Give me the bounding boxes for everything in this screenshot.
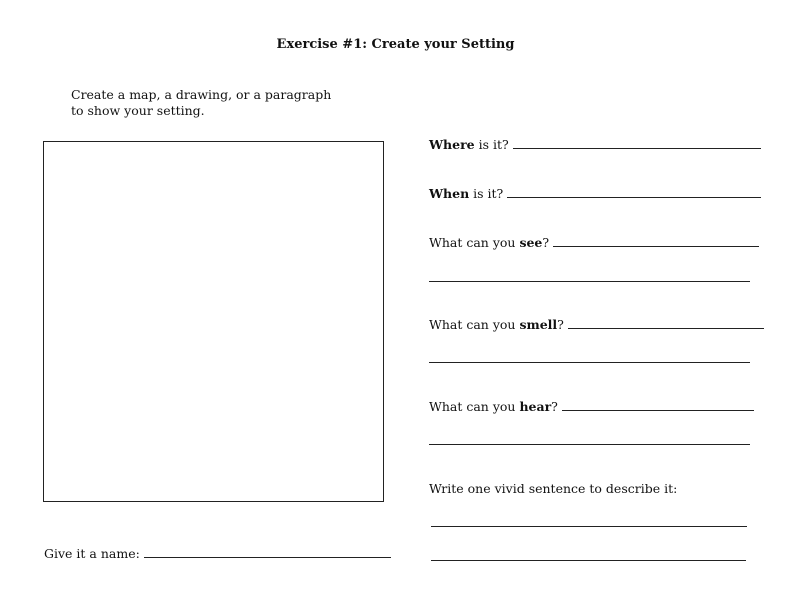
instructions <box>71 87 331 119</box>
smell-answer-line[interactable] <box>568 327 764 329</box>
smell-answer-line-2[interactable] <box>429 362 750 363</box>
smell-label-post: ? <box>557 317 564 332</box>
name-label: Give it a name: <box>44 546 140 561</box>
hear-label-bold: hear <box>519 399 552 414</box>
smell-label-pre: What can you <box>429 317 520 332</box>
when-label-rest: is it? <box>469 186 504 201</box>
see-answer-line-2[interactable] <box>429 281 750 282</box>
sentence-answer-line-2[interactable] <box>431 560 746 561</box>
see-answer-line[interactable] <box>553 245 759 247</box>
sentence-prompt: Write one vivid sentence to describe it: <box>429 481 678 496</box>
where-label-bold: Where <box>429 137 475 152</box>
instructions-line-1: Create a map, a drawing, or a paragraph <box>71 87 332 102</box>
see-question <box>429 235 759 250</box>
smell-label-bold: smell <box>519 317 558 332</box>
hear-question <box>429 399 754 414</box>
where-answer-line[interactable] <box>513 147 761 149</box>
drawing-box[interactable] <box>43 141 384 502</box>
instructions-line-2: to show your setting. <box>71 103 205 118</box>
when-label-bold: When <box>429 186 470 201</box>
page-title: Exercise #1: Create your Setting <box>276 37 515 52</box>
see-label-pre: What can you <box>429 235 520 250</box>
when-answer-line[interactable] <box>507 196 761 198</box>
where-question <box>429 137 761 152</box>
hear-label-post: ? <box>551 399 558 414</box>
where-label-rest: is it? <box>474 137 509 152</box>
sentence-answer-line-1[interactable] <box>431 526 747 527</box>
hear-label-pre: What can you <box>429 399 520 414</box>
see-label-post: ? <box>542 235 550 250</box>
name-row <box>44 546 391 561</box>
see-label-bold: see <box>519 235 543 250</box>
hear-answer-line[interactable] <box>562 409 754 411</box>
when-question <box>429 186 761 201</box>
name-answer-line[interactable] <box>144 556 391 558</box>
smell-question <box>429 317 764 332</box>
hear-answer-line-2[interactable] <box>429 444 750 445</box>
